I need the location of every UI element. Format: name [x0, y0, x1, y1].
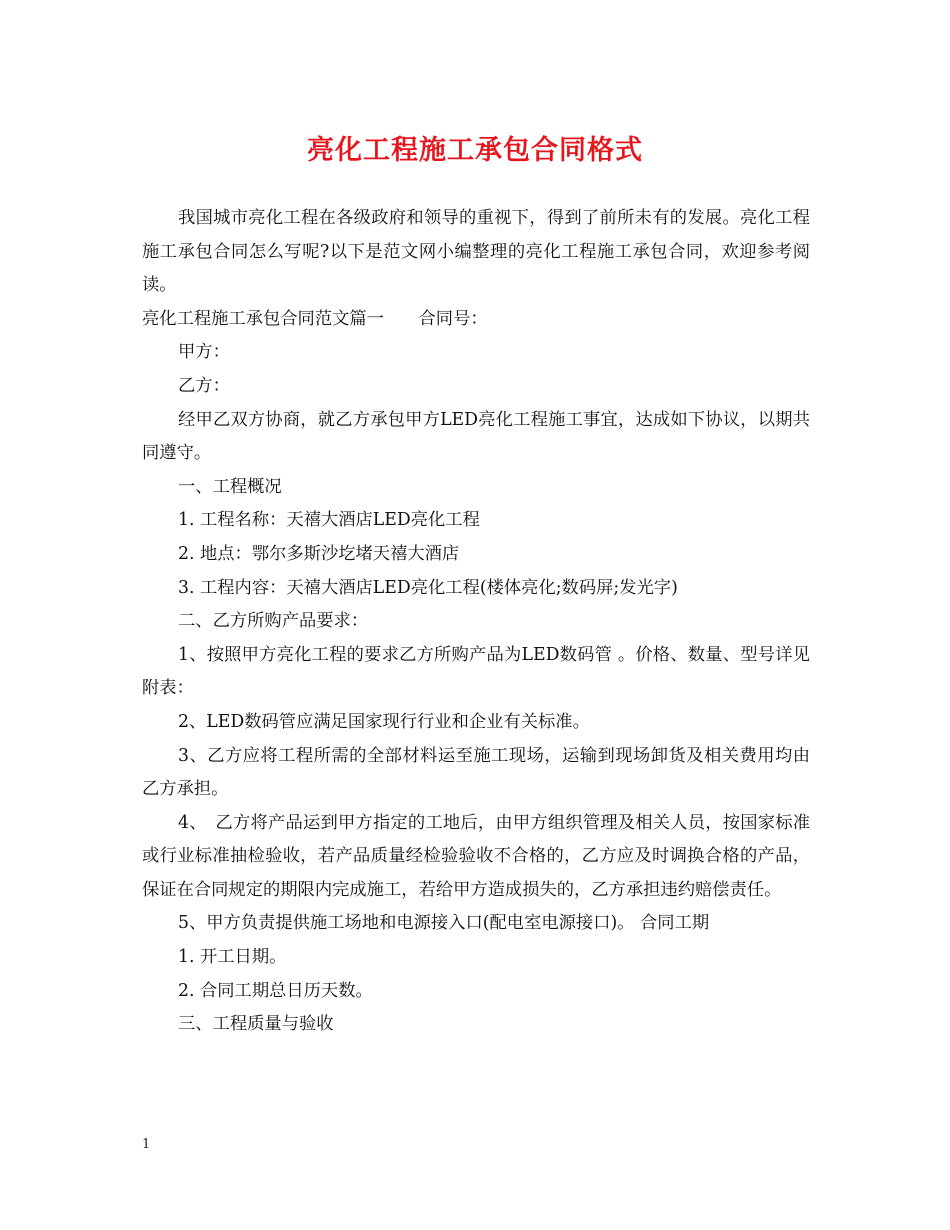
page-title: 亮化工程施工承包合同格式 — [307, 135, 643, 166]
paragraph: 经甲乙双方协商，就乙方承包甲方LED亮化工程施工事宜，达成如下协议，以期共同遵守。 — [142, 409, 810, 464]
paragraph: 3、乙方应将工程所需的全部材料运至施工现场，运输到现场卸货及相关费用均由乙方承担。 — [142, 745, 810, 800]
paragraph: 1. 工程名称：天禧大酒店LED亮化工程 — [178, 510, 480, 531]
paragraph: 二、乙方所购产品要求： — [178, 611, 369, 632]
paragraph: 1、按照甲方亮化工程的要求乙方所购产品为LED数码管 。价格、数量、型号详见附表： — [142, 644, 810, 699]
paragraph: 2、LED数码管应满足国家现行行业和企业有关标准。 — [178, 711, 590, 732]
paragraph: 亮化工程施工承包合同范文篇一 合同号： — [142, 308, 488, 329]
paragraph: 2. 地点：鄂尔多斯沙圪堵天禧大酒店 — [178, 543, 460, 564]
paragraph: 3. 工程内容：天禧大酒店LED亮化工程(楼体亮化;数码屏;发光字) — [178, 577, 678, 598]
paragraph: 我国城市亮化工程在各级政府和领导的重视下，得到了前所未有的发展。亮化工程施工承包合同怎么写呢?以下是范文网小编整理的亮化工程施工承包合同，欢迎参考阅读。 — [142, 208, 810, 296]
paragraph: 2. 合同工期总日历天数。 — [178, 980, 373, 1001]
paragraph: 5、甲方负责提供施工场地和电源接入口(配电室电源接口)。 合同工期 — [178, 913, 710, 934]
paragraph: 一、工程概况 — [178, 476, 282, 497]
document-body — [142, 202, 810, 1042]
paragraph: 4、 乙方将产品运到甲方指定的工地后，由甲方组织管理及相关人员，按国家标准或行业标准抽检验收，若产品质量经检验验收不合格的，乙方应及时调换合格的产品，保证在合同规定的期限内完成施工，若给甲方造成损失的，乙方承担违约赔偿责任。 — [142, 812, 810, 900]
paragraph: 甲方： — [178, 342, 230, 363]
paragraph: 三、工程质量与验收 — [178, 1014, 334, 1035]
paragraph: 1. 开工日期。 — [178, 947, 287, 968]
page-number: 1 — [142, 1137, 151, 1152]
paragraph: 乙方： — [178, 375, 230, 396]
